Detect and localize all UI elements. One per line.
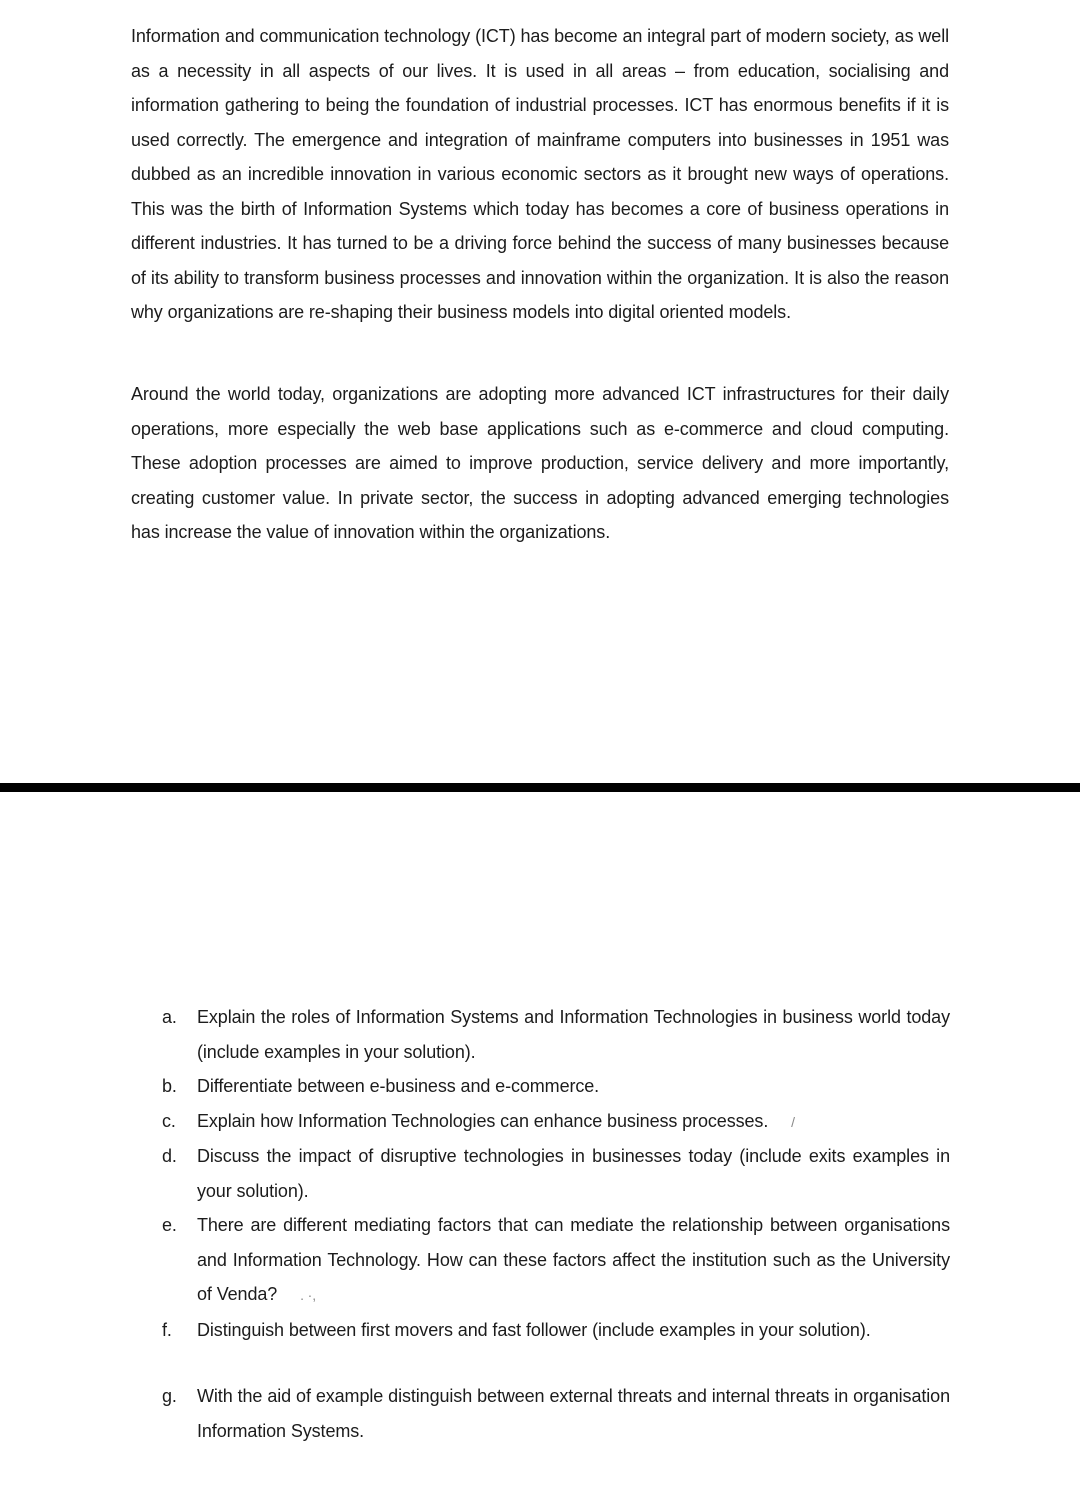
question-text: With the aid of example distinguish between external threats and internal threats in organisation Information Systems. — [197, 1386, 950, 1441]
question-text: Distinguish between first movers and fast follower (include examples in your solution). — [197, 1319, 871, 1340]
question-item-a — [160, 1000, 950, 1069]
question-marker: e. — [162, 1215, 177, 1235]
question-item-g — [160, 1379, 950, 1448]
question-marker: a. — [162, 1007, 177, 1027]
question-list — [160, 1000, 950, 1448]
question-marker: f. — [162, 1319, 172, 1340]
question-item-d — [160, 1139, 950, 1208]
passage-paragraph-2: Around the world today, organizations are adopting more advanced ICT infrastructures for their daily operations, more especially the web base applications such as e-commerce and cloud computing. These adoption processes are aimed to improve production, service delivery and more importantly, creating customer value. In private sector, the success in adopting advanced emerging technologies has increase the value of innovation within the organizations. — [131, 384, 949, 542]
stray-pen-mark: / — [791, 1113, 795, 1130]
question-text: Explain how Information Technologies can enhance business processes. — [197, 1110, 769, 1131]
question-text: There are different mediating factors that can mediate the relationship between organisations and Information Technology. How can these factors affect the institution such as the University of Venda? — [197, 1215, 950, 1304]
question-marker: d. — [162, 1146, 177, 1166]
question-item-c — [160, 1104, 950, 1140]
question-text: Differentiate between e-business and e-commerce. — [197, 1076, 600, 1096]
question-item-f — [160, 1313, 950, 1348]
question-text: Explain the roles of Information Systems and Information Technologies in business world today (include examples in your solution). — [197, 1007, 950, 1062]
question-marker: g. — [162, 1386, 177, 1406]
question-marker: c. — [162, 1110, 176, 1131]
question-text: Discuss the impact of disruptive technologies in businesses today (include exits examples in your solution). — [197, 1146, 950, 1201]
question-item-b — [160, 1069, 950, 1104]
stray-pen-mark: . ·, — [300, 1287, 317, 1303]
passage-paragraph-1: Information and communication technology (ICT) has become an integral part of modern society, as well as a necessity in all aspects of our lives. It is used in all areas – from education, socialising and information gathering to being the foundation of industrial processes. ICT has enormous benefits if it is used correctly. The emergence and integration of mainframe computers into businesses in 1951 was dubbed as an incredible innovation in various economic sectors as it brought new ways of operations. This was the birth of Information Systems which today has becomes a core of business operations in different industries. It has turned to be a driving force behind the success of many businesses because of its ability to transform business processes and innovation within the organization. It is also the reason why organizations are re-shaping their business models into digital oriented models. — [131, 26, 949, 322]
question-marker: b. — [162, 1076, 177, 1096]
question-item-e — [160, 1208, 950, 1313]
page-divider — [0, 783, 1080, 792]
